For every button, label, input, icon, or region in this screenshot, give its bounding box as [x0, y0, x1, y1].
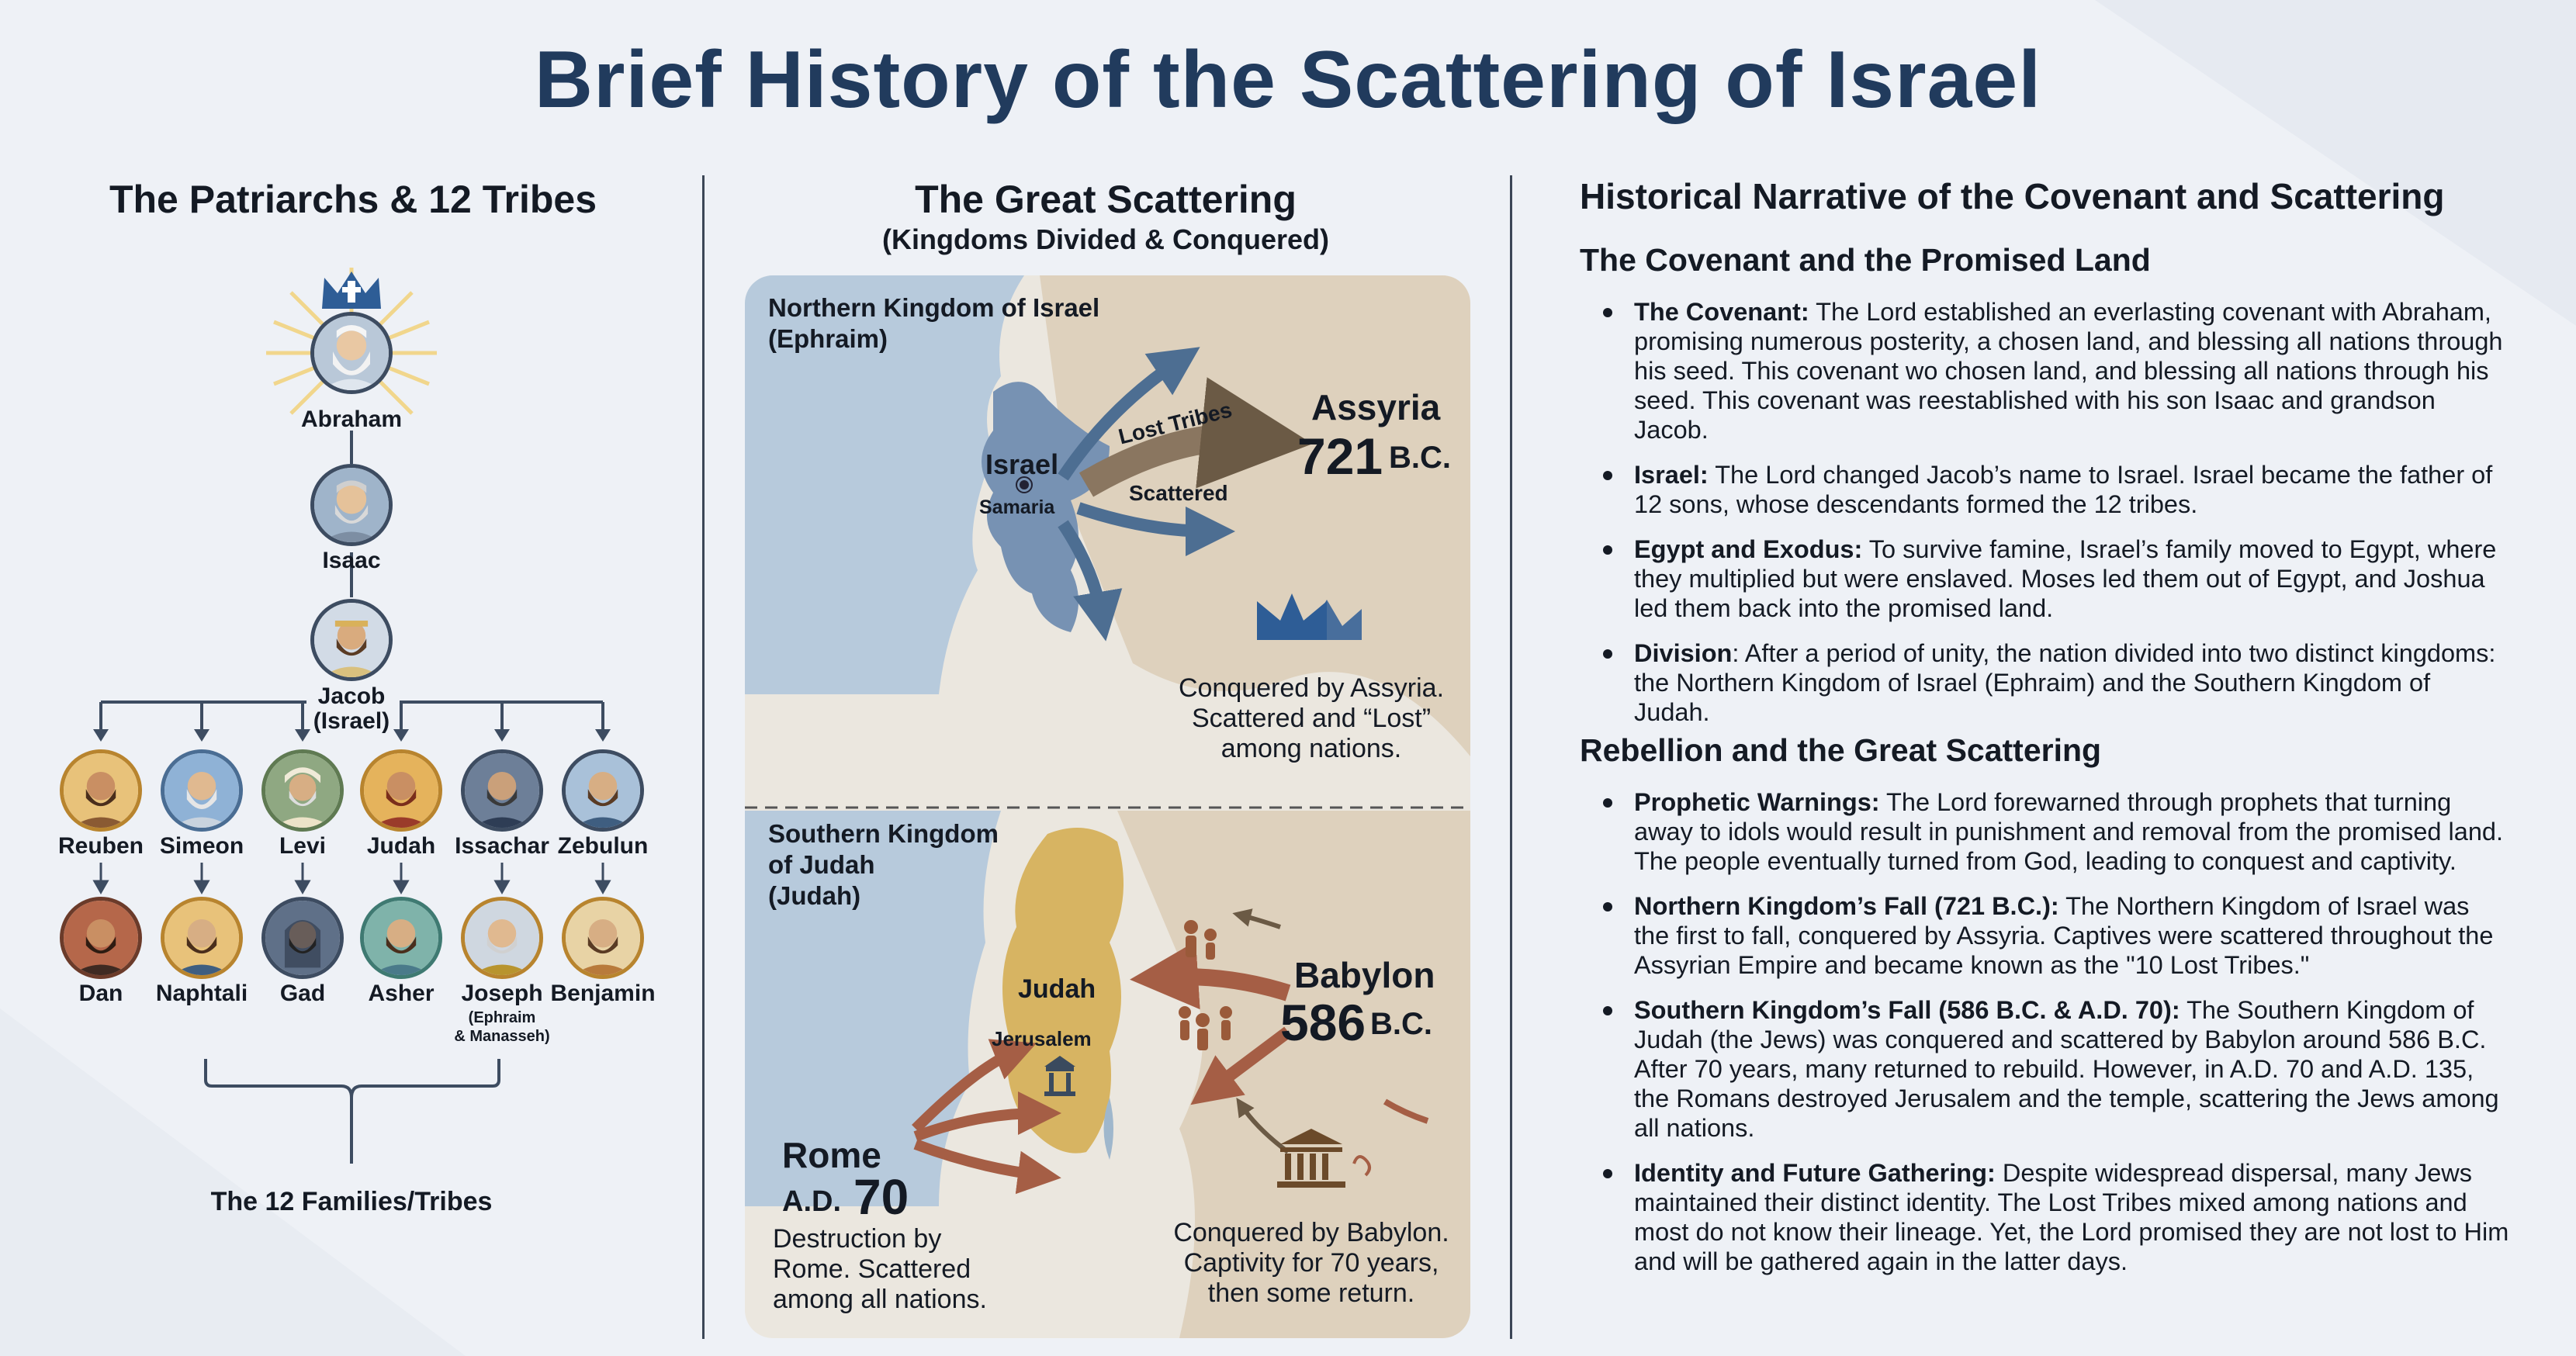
benjamin-avatar [562, 897, 644, 979]
south-region-label-2: of Judah [768, 850, 875, 879]
assyria-label: Assyria [1311, 387, 1441, 427]
tribe-name-issachar: Issachar [455, 833, 549, 859]
rome-year: 70 [853, 1169, 909, 1225]
tribe-name-zebulun: Zebulun [557, 833, 649, 859]
abraham-avatar [310, 312, 393, 394]
rome-caption-3: among all nations. [773, 1285, 987, 1314]
issachar-avatar [461, 749, 543, 832]
isaac-avatar [310, 464, 393, 546]
babylon-label: Babylon [1294, 955, 1435, 995]
list-item: Northern Kingdom’s Fall (721 B.C.): The Northern Kingdom of Israel was the first to fall, conquered by Assyria. Captives were scattered throughout the Assyrian Empire and became known as the "10 Lost Tribes." [1580, 891, 2511, 980]
jerusalem-label: Jerusalem [992, 1027, 1092, 1050]
babylon-caption-3: then some return. [1207, 1278, 1415, 1308]
babylon-year: 586 [1280, 994, 1366, 1051]
rome-era: A.D. [782, 1185, 841, 1218]
column-divider-right [1510, 175, 1512, 1339]
asher-avatar [360, 897, 442, 979]
list-item: Division: After a period of unity, the nation divided into two distinct kingdoms: the Northern Kingdom of Israel (Ephraim) and the Southern Kingdom of Judah. [1580, 638, 2511, 727]
tribe-name-joseph: Joseph [461, 981, 543, 1006]
list-item: Southern Kingdom’s Fall (586 B.C. & A.D. 70): The Southern Kingdom of Judah (the Jews) was conquered and scattered by Babylon around 586 B.C. After 70 years, many returned to rebuild. However, in A.D. 70 and A.D. 135, the Romans destroyed Jerusalem and the temple, scattering the Jews among all nations. [1580, 995, 2511, 1143]
scattered-label: Scattered [1129, 481, 1228, 505]
simeon-avatar [161, 749, 243, 832]
tribe-name-naphtali: Naphtali [155, 981, 248, 1006]
joseph-note-1: (Ephraim [468, 1009, 536, 1026]
tribe-name-dan: Dan [78, 981, 123, 1006]
rebellion-heading: Rebellion and the Great Scattering [1580, 732, 2102, 768]
zebulun-avatar [562, 749, 644, 832]
joseph-note-2: & Manasseh) [454, 1028, 550, 1045]
israel-label: Israel [985, 448, 1059, 480]
naphtali-avatar [161, 897, 243, 979]
narrative-heading: Historical Narrative of the Covenant and Scattering [1580, 176, 2445, 216]
list-item: Israel: The Lord changed Jacob’s name to Israel. Israel became the father of 12 sons, whose descendants formed the 12 tribes. [1580, 460, 2511, 519]
tribe-name-levi: Levi [279, 833, 327, 859]
assyria-caption-2: Scattered and “Lost” [1191, 704, 1432, 733]
judah-avatar [360, 749, 442, 832]
narrative-heading-wrap [1580, 175, 2511, 217]
rome-label: Rome [782, 1135, 881, 1175]
patriarchs-heading: The Patriarchs & 12 Tribes [109, 178, 597, 221]
tribe-name-benjamin: Benjamin [550, 981, 656, 1006]
jacob-avatar [310, 599, 393, 681]
list-item: Identity and Future Gathering: Despite widespread dispersal, many Jews maintained their distinct identity. The Lost Tribes mixed among nations and most do not know their lineage. Yet, the Lord promised they are not lost to Him and will be gathered again in the latter days. [1580, 1158, 2511, 1276]
south-region-label-1: Southern Kingdom [768, 819, 999, 848]
crown-icon [322, 272, 381, 309]
samaria-label: Samaria [979, 496, 1055, 518]
assyria-year: 721 [1297, 427, 1383, 485]
covenant-list [1580, 297, 2511, 727]
dan-avatar [60, 897, 142, 979]
list-item: The Covenant: The Lord established an everlasting covenant with Abraham, promising numerous posterity, a chosen land, and blessing all nations through his seed. This covenant wo chosen land, and blessing all nations through his seed. This covenant was reestablished with his son Isaac and grandson Jacob. [1580, 297, 2511, 445]
covenant-heading: The Covenant and the Promised Land [1580, 242, 2151, 278]
lost-tribes-label: Lost Tribes [1116, 397, 1234, 449]
rome-caption-1: Destruction by [773, 1224, 942, 1254]
babylon-caption-2: Captivity for 70 years, [1183, 1248, 1439, 1278]
tribe-name-gad: Gad [279, 981, 326, 1006]
jacob-alias: (Israel) [313, 708, 390, 734]
babylon-caption-1: Conquered by Babylon. [1173, 1218, 1449, 1247]
scattering-heading: The Great Scattering [915, 178, 1297, 221]
assyria-caption-3: among nations. [1220, 734, 1402, 763]
rebellion-list [1580, 787, 2511, 1276]
rebellion-section [1580, 732, 2511, 1292]
joseph-avatar [461, 897, 543, 979]
south-region-label-3: (Judah) [768, 881, 861, 910]
covenant-section [1580, 242, 2511, 742]
reuben-avatar [60, 749, 142, 832]
list-item: Prophetic Warnings: The Lord forewarned through prophets that turning away to idols would result in punishment and removal from the promised land. The people eventually turned from God, leading to conquest and captivity. [1580, 787, 2511, 876]
patriarch-name-abraham: Abraham [300, 406, 403, 432]
tribe-name-reuben: Reuben [57, 833, 144, 859]
main-title: Brief History of the Scattering of Israel [534, 35, 2042, 125]
tribe-name-simeon: Simeon [159, 833, 244, 859]
assyria-caption-1: Conquered by Assyria. [1178, 673, 1445, 703]
babylon-era: B.C. [1370, 1007, 1432, 1041]
tribes-footer: The 12 Families/Tribes [210, 1187, 493, 1216]
gad-avatar [261, 897, 344, 979]
levi-avatar [261, 749, 344, 832]
list-item: Egypt and Exodus: To survive famine, Israel’s family moved to Egypt, where they multiplied but were enslaved. Moses led them out of Egypt, and Joshua led them back into the promised land. [1580, 534, 2511, 623]
tribe-name-asher: Asher [368, 981, 435, 1006]
north-region-label-2: (Ephraim) [768, 324, 888, 353]
judah-label: Judah [1018, 974, 1096, 1004]
patriarch-name-isaac: Isaac [322, 548, 381, 573]
assyria-era: B.C. [1389, 441, 1451, 475]
tribe-name-judah: Judah [366, 833, 436, 859]
scattering-subheading: (Kingdoms Divided & Conquered) [882, 223, 1329, 255]
north-region-label-1: Northern Kingdom of Israel [768, 293, 1100, 322]
column-divider-left [702, 175, 705, 1339]
rome-caption-2: Rome. Scattered [773, 1254, 971, 1284]
jacob-name: Jacob [317, 683, 386, 709]
